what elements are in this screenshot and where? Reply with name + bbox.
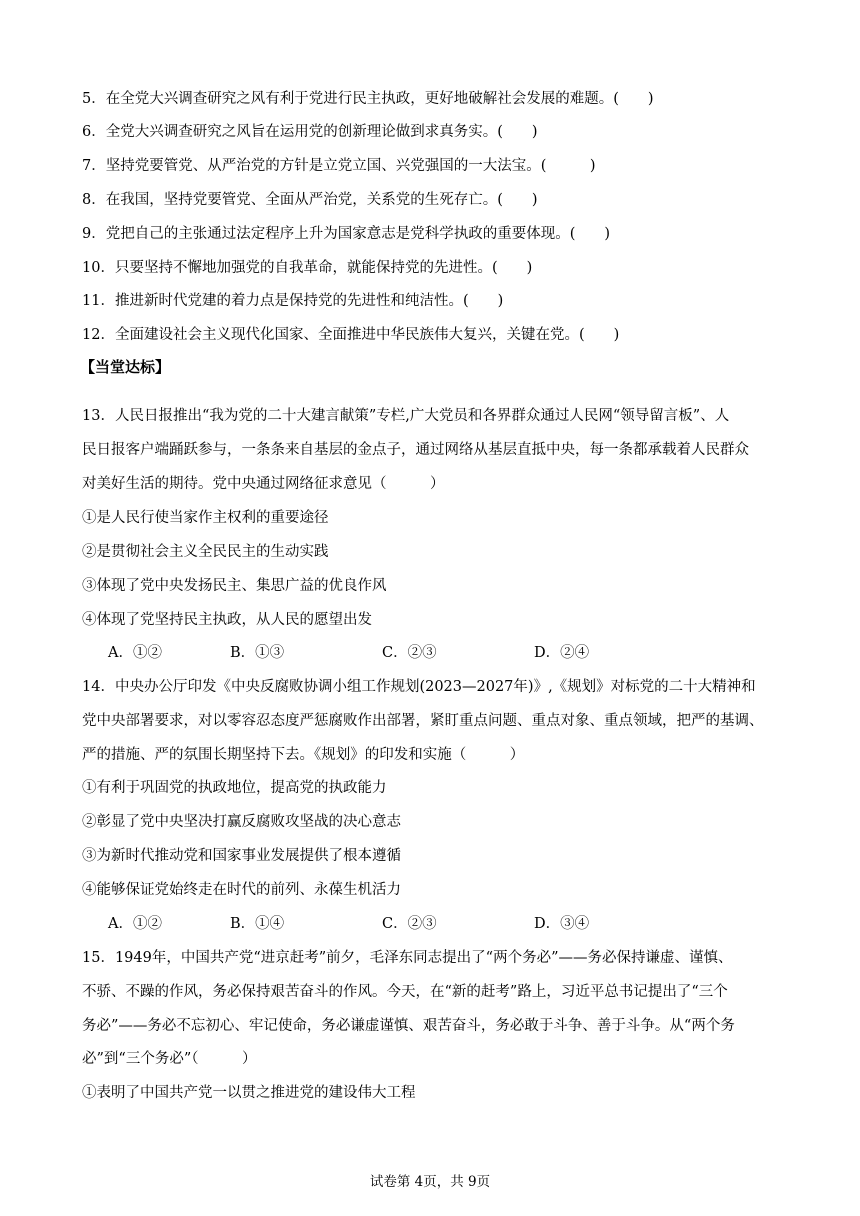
- q14-stem-line-3: 严的措施、严的氛围长期坚持下去。《规划》的印发和实施（ ）: [82, 747, 525, 763]
- page-footer: 试卷第 4页，共 9页: [369, 1174, 491, 1190]
- q14-option-c[interactable]: C．②③: [382, 916, 437, 932]
- q13-statement-3: ③体现了党中央发扬民主、集思广益的优良作风: [82, 578, 387, 594]
- q14-option-d[interactable]: D．③④: [534, 916, 590, 932]
- q14-statement-4: ④能够保证党始终走在时代的前列、永葆生机活力: [82, 882, 401, 898]
- q13-statement-2: ②是贯彻社会主义全民民主的生动实践: [82, 544, 329, 560]
- q13-stem-line-2: 民日报客户端踊跃参与，一条条来自基层的金点子，通过网络从基层直抵中央，每一条都承载着人民群众: [82, 442, 749, 458]
- q14-option-a[interactable]: A．①②: [108, 916, 162, 932]
- q13-stem-line-3: 对美好生活的期待。党中央通过网络征求意见（ ）: [82, 476, 445, 492]
- tf-item-5: 5．在全党大兴调查研究之风有利于党进行民主执政，更好地破解社会发展的难题。( ): [82, 91, 654, 107]
- q13-option-a[interactable]: A．①②: [108, 645, 162, 661]
- q14-statement-3: ③为新时代推动党和国家事业发展提供了根本遵循: [82, 848, 401, 864]
- q15-stem-line-2: 不骄、不躁的作风，务必保持艰苦奋斗的作风。今天，在“新的赶考”路上，习近平总书记提出了“三个: [82, 984, 728, 1000]
- q15-statement-1: ①表明了中国共产党一以贯之推进党的建设伟大工程: [82, 1085, 416, 1101]
- q14-options: [108, 914, 748, 934]
- q13-stem-line-1: 13．人民日报推出“我为党的二十大建言献策”专栏,广大党员和各界群众通过人民网“领导留言板”、人: [82, 408, 730, 424]
- q13-options: [108, 643, 748, 663]
- tf-item-11: 11．推进新时代党建的着力点是保持党的先进性和纯洁性。( ): [82, 293, 504, 309]
- q15-stem-line-4: 必”到“三个务必”（ ）: [82, 1051, 257, 1067]
- q13-statement-1: ①是人民行使当家作主权利的重要途径: [82, 510, 329, 526]
- q15-stem-line-1: 15．1949年，中国共产党“进京赶考”前夕，毛泽东同志提出了“两个务必”——务必保持谦虚、谨慎、: [82, 950, 733, 966]
- section-heading: 【当堂达标】: [80, 358, 171, 376]
- tf-item-6: 6．全党大兴调查研究之风旨在运用党的创新理论做到求真务实。( ): [82, 124, 538, 140]
- q14-stem-line-1: 14．中央办公厅印发《中央反腐败协调小组工作规划(2023—2027年)》,《规划》对标党的二十大精神和: [82, 679, 756, 695]
- q13-option-d[interactable]: D．②④: [534, 645, 590, 661]
- tf-item-12: 12．全面建设社会主义现代化国家、全面推进中华民族伟大复兴，关键在党。( ): [82, 327, 620, 343]
- q15-stem-line-3: 务必”——务必不忘初心、牢记使命，务必谦虚谨慎、艰苦奋斗，务必敢于斗争、善于斗争。从“两个务: [82, 1018, 735, 1034]
- q14-option-b[interactable]: B．①④: [230, 916, 285, 932]
- tf-item-10: 10．只要坚持不懈地加强党的自我革命，就能保持党的先进性。( ): [82, 260, 533, 276]
- q14-statement-1: ①有利于巩固党的执政地位，提高党的执政能力: [82, 780, 387, 796]
- tf-item-7: 7．坚持党要管党、从严治党的方针是立党立国、兴党强国的一大法宝。( ): [82, 158, 596, 174]
- q14-stem-line-2: 党中央部署要求，对以零容忍态度严惩腐败作出部署，紧盯重点问题、重点对象、重点领域，把严的基调、: [82, 713, 764, 729]
- tf-item-8: 8．在我国，坚持党要管党、全面从严治党，关系党的生死存亡。( ): [82, 192, 538, 208]
- q13-option-b[interactable]: B．①③: [230, 645, 285, 661]
- q14-statement-2: ②彰显了党中央坚决打赢反腐败攻坚战的决心意志: [82, 814, 401, 830]
- q13-option-c[interactable]: C．②③: [382, 645, 437, 661]
- q13-statement-4: ④体现了党坚持民主执政，从人民的愿望出发: [82, 612, 372, 628]
- tf-item-9: 9．党把自己的主张通过法定程序上升为国家意志是党科学执政的重要体现。( ): [82, 226, 611, 242]
